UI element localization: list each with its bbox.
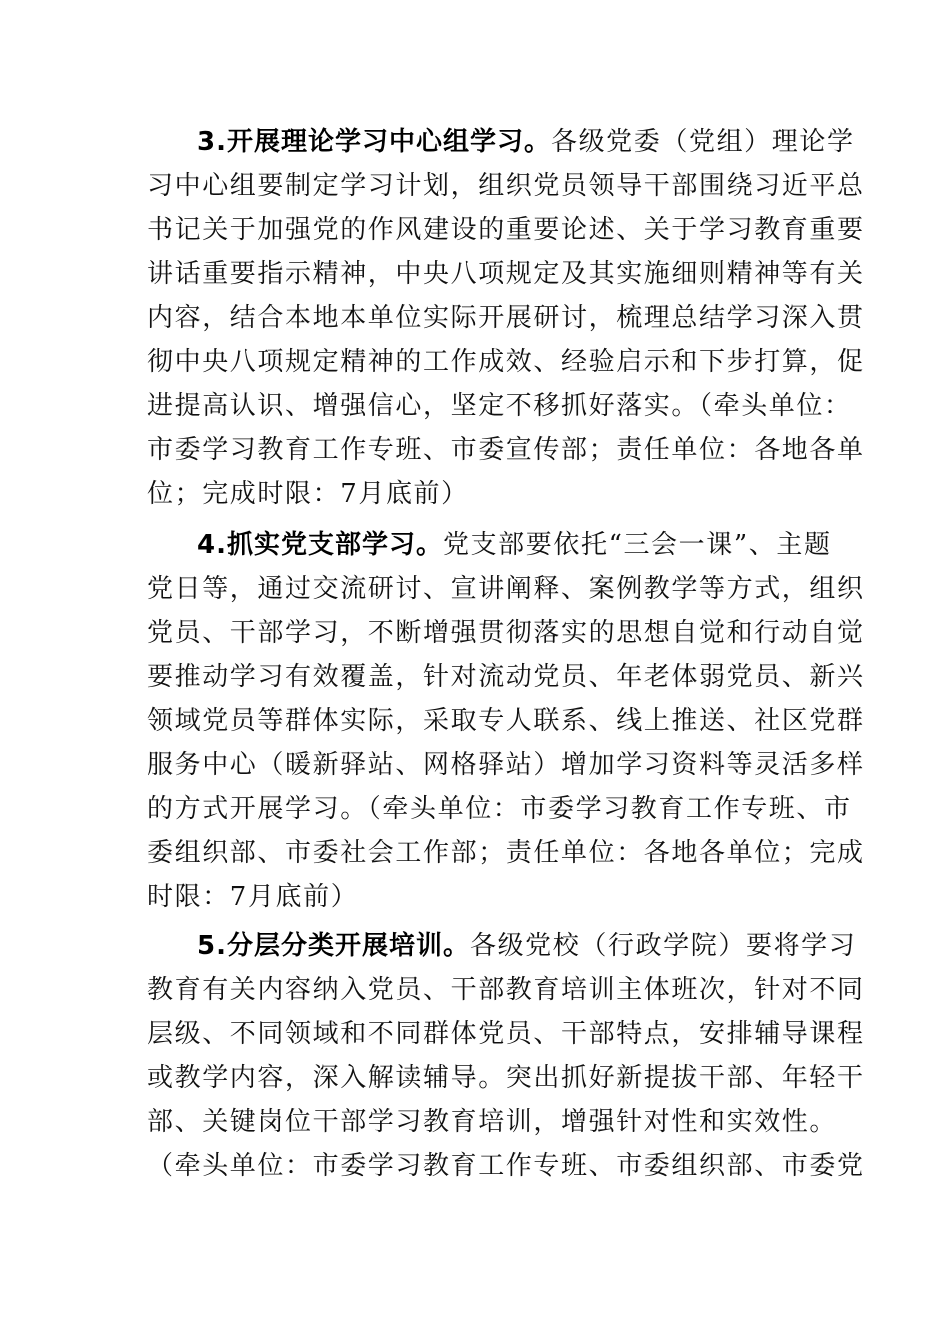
text-line: （牵头单位：市委学习教育工作专班、市委组织部、市委党 <box>147 1151 865 1181</box>
paragraph-3-heading: 3.开展理论学习中心组学习。 <box>197 127 551 157</box>
text-line: 讲话重要指示精神，中央八项规定及其实施细则精神等有关 <box>147 259 865 289</box>
text-line: 服务中心（暖新驿站、网格驿站）增加学习资料等灵活多样 <box>147 750 865 780</box>
paragraph-4-text: 党支部要依托“三会一课”、主题 <box>442 530 832 560</box>
text-line: 书记关于加强党的作风建设的重要论述、关于学习教育重要 <box>147 215 865 245</box>
text-line: 进提高认识、增强信心，坚定不移抓好落实。（牵头单位： <box>147 391 852 421</box>
text-line: 委组织部、市委社会工作部；责任单位：各地各单位；完成 <box>147 838 865 868</box>
paragraph-3-text: 各级党委（党组）理论学 <box>550 127 855 157</box>
text-line: 教育有关内容纳入党员、干部教育培训主体班次，针对不同 <box>147 975 865 1005</box>
text-line: 的方式开展学习。（牵头单位：市委学习教育工作专班、市 <box>147 794 852 824</box>
text-line: 时限：7月底前） <box>147 882 359 912</box>
text-line: 彻中央八项规定精神的工作成效、经验启示和下步打算，促 <box>147 347 865 377</box>
paragraph-5-heading: 5.分层分类开展培训。 <box>197 931 470 961</box>
paragraph-4-heading: 4.抓实党支部学习。 <box>197 530 443 560</box>
text-line: 内容，结合本地本单位实际开展研讨，梳理总结学习深入贯 <box>147 303 865 333</box>
paragraph-4-first-line <box>197 525 897 565</box>
text-line: 党员、干部学习，不断增强贯彻落实的思想自觉和行动自觉 <box>147 618 865 648</box>
paragraph-5-first-line <box>197 926 897 966</box>
paragraph-5-text: 各级党校（行政学院）要将学习 <box>469 931 857 961</box>
text-line: 市委学习教育工作专班、市委宣传部；责任单位：各地各单 <box>147 435 865 465</box>
paragraph-3-first-line <box>197 122 897 162</box>
text-line: 层级、不同领域和不同群体党员、干部特点，安排辅导课程 <box>147 1019 865 1049</box>
text-line: 位；完成时限：7月底前） <box>147 479 469 509</box>
text-line: 党日等，通过交流研讨、宣讲阐释、案例教学等方式，组织 <box>147 574 865 604</box>
text-line: 或教学内容，深入解读辅导。突出抓好新提拔干部、年轻干 <box>147 1063 865 1093</box>
text-line: 部、关键岗位干部学习教育培训，增强针对性和实效性。 <box>147 1107 838 1137</box>
text-line: 要推动学习有效覆盖，针对流动党员、年老体弱党员、新兴 <box>147 662 865 692</box>
text-line: 习中心组要制定学习计划，组织党员领导干部围绕习近平总 <box>147 171 865 201</box>
text-line: 领域党员等群体实际，采取专人联系、线上推送、社区党群 <box>147 706 865 736</box>
